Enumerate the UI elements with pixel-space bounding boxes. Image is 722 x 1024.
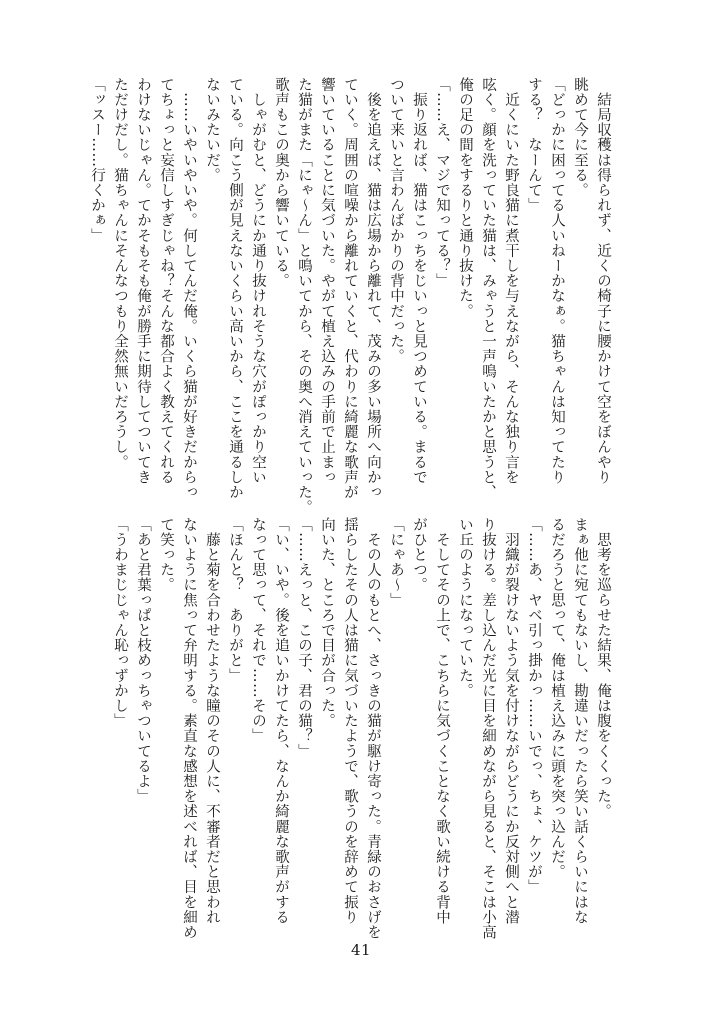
text-line: 「……あ、ヤベ引っ掛かっ……いでっ、ちょ、ケツが」 xyxy=(526,517,542,895)
text-line: た猫がまた「にゃ〜ん」と鳴いてから、その奥へ消えていった。 xyxy=(296,77,312,515)
text-line: する？ なーんて」 xyxy=(526,77,542,213)
text-line: わけないじゃん。てかそもそも俺が勝手に期待してついてき xyxy=(135,77,151,485)
text-line: い丘のようになっていた。 xyxy=(457,517,473,699)
text-line: 近くにいた野良猫に煮干しを与えながら、そんな独り言を xyxy=(503,77,519,485)
text-line: ている。向こう側が見えないくらい高いから、ここを通るしか xyxy=(227,77,243,500)
text-line: 羽織が裂けないよう気を付けながらどうにか反対側へと潜 xyxy=(503,517,519,925)
text-line: 「うわまじじゃん恥っずかし」 xyxy=(112,517,128,729)
text-line: 向いた、ところで目が合った。 xyxy=(319,517,335,729)
text-line: 「にゃあ〜」 xyxy=(388,517,404,608)
text-line: 「ほんと？ ありがと」 xyxy=(227,517,243,684)
text-line: その人のもとへ、さっきの猫が駆け寄った。青緑のおさげを xyxy=(365,517,381,940)
lower-text-block xyxy=(108,517,614,940)
text-line: てちょっと妄信しすぎじゃね？そんな都合よく教えてくれる xyxy=(158,77,174,485)
text-line: 結局収穫は得られず、近くの椅子に腰かけて空をぼんやり xyxy=(595,77,611,485)
page-number: 41 xyxy=(350,941,372,959)
text-line: り抜ける。差し込んだ光に目を細めながら見ると、そこは小高 xyxy=(480,517,496,940)
text-line: 「い、いや。後を追いかけてたら、なんか綺麗な歌声がする xyxy=(273,517,289,925)
text-line: しゃがむと、どうにか通り抜けれそうな穴がぽっかり空い xyxy=(250,77,266,485)
text-line: るだろうと思って、俺は植え込みに頭を突っ込んだ。 xyxy=(549,517,565,880)
text-line: まぁ他に宛てもないし、勘違いだったら笑い話くらいにはな xyxy=(572,517,588,925)
text-line: 藤と菊を合わせたような瞳のその人に、不審者だと思われ xyxy=(204,517,220,925)
text-line: 後を追えば、猫は広場から離れて、茂みの多い場所へ向かっ xyxy=(365,77,381,500)
text-line: 呟く。顔を洗っていた猫は、みゃうと一声鳴いたかと思うと、 xyxy=(480,77,496,500)
text-line: 眺めて今に至る。 xyxy=(572,77,588,198)
text-line: 「……えっと、この子、君の猫？」 xyxy=(296,517,312,759)
text-line: 歌声もこの奥から響いている。 xyxy=(273,77,289,289)
text-line: 響いていることに気づいた。やがて植え込みの手前で止まっ xyxy=(319,77,335,485)
text-line: なって思って、それで……その」 xyxy=(250,517,266,744)
text-line: 「どっかに困ってる人いねーかなぁ。猫ちゃんは知ってたり xyxy=(549,77,565,485)
text-line: て笑った。 xyxy=(158,517,174,593)
text-line: 「あと君葉っぱと枝めっちゃついてるよ」 xyxy=(135,517,151,804)
text-line: ただけだし。猫ちゃんにそんなつもり全然無いだろうし。 xyxy=(112,77,128,470)
text-line: 揺らしたその人は猫に気づいたようで、歌うのを辞めて振り xyxy=(342,517,358,925)
text-line: 「……え、マジで知ってる？」 xyxy=(434,77,450,289)
text-line: ないように焦って弁明する。素直な感想を述べれば、目を細め xyxy=(181,517,197,940)
text-line: ついて来いと言わんばかりの背中だった。 xyxy=(388,77,404,364)
text-line: 思考を巡らせた結果、俺は腹をくくった。 xyxy=(595,517,611,819)
text-line: 「ッスー……行くかぁ」 xyxy=(89,77,105,244)
text-line: ……いやいやいや。何してんだ俺。いくら猫が好きだからっ xyxy=(181,77,197,500)
text-line: そしてその上で、こちらに気づくことなく歌い続ける背中 xyxy=(434,517,450,925)
text-line: ないみたいだ。 xyxy=(204,77,220,183)
text-line: がひとつ。 xyxy=(411,517,427,593)
text-line: ていく。周囲の喧噪から離れていくと、代わりに綺麗な歌声が xyxy=(342,77,358,500)
text-line: 俺の足の間をするりと通り抜けた。 xyxy=(457,77,473,319)
upper-text-block xyxy=(85,77,614,515)
text-line: 振り返れば、猫はこっちをじいっと見つめている。まるで xyxy=(411,77,427,485)
